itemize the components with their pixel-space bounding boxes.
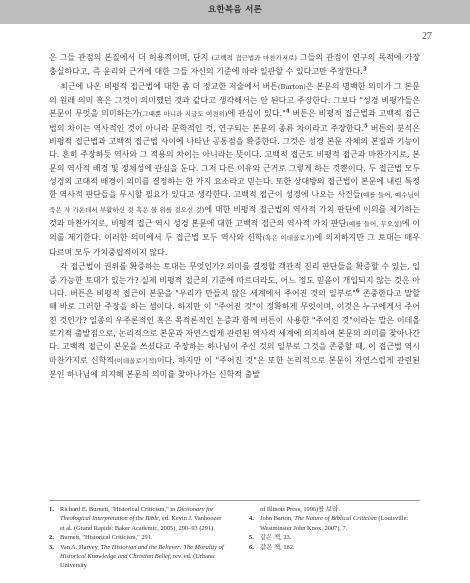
footnote-rule	[49, 500, 420, 501]
footnote-5: 5. 같은 책, 23.	[249, 534, 292, 542]
footnote-2: 2. Burnett, "Historical Criticism," 291.	[49, 534, 153, 542]
main-text	[49, 51, 420, 381]
footnote-ref-5[interactable]: 5	[364, 123, 368, 130]
footnotes-left-column	[49, 505, 227, 571]
paragraph-2: 최근에 나온 비평적 접근법에 대한 좀 더 정교한 저술에서 버튼(Burton)은 본문의 명백한 의미가 그 본문의 원래 의미 혹은 그것이 의미했던 것과 같다고 생각해서는 안 된다고 주장한다. 그보다 "성경 비평가들은 본문이 무엇을 의미하는가(그때뿐 아니라 지금도 여전히)에 관심이 있다."$^4$ 버튼은 비평적 접근법과 고백적 접근법의 차이는 역사적인 것이 아니라 문학적인 것, 연구되는 본문의 종류 차이라고 주장한다.$^5$ 버튼의 분석은 비평적 접근법과 고백적 접근법 사이에 나타난 공통점을 확증한다. 그것은 성경 본문 자체의 본질과 기능이다. 흔히 주장하듯 역사와 그 적용의 차이는 아니라는 뜻이다. 고백적 접근도 비평적 접근과 마찬가지로, 본문의 역사적 배경 및 정체성에 관심을 둔다. 그저 다른 이유와 근거로 그렇게 하는 것뿐이다. 두 접근법 모두 성경의 고대적 배경이 의미를 결정하는 한 가지 요소라고 믿는다. 또한 상대방의 접근법이 본문에 내린 특정한 역사적 판단들을 무시할 필요가 있다고 생각한다. 고백적 접근이 성경에 나오는 사건들(예를 들어, 예수님이 죽은 자 가운데서 부활하신 것 혹은 물 위를 걸으신 것)에 대한 비평적 접근법의 역사적 가치 판단에 이의를 제기하는 것과 마찬가지로, 비평적 접근 역시 성경 본문에 대한 고백적 접근의 역사적 가치 판단(예를 들어, 무오성)에 이의를 제기한다. 이러한 의미에서 두 접근법 모두 역사와 신학(혹은 이데올로기)에 의지하지만 그 토대는 매우 다르며 모두 가치중립적이지 않다.	[49, 81, 420, 257]
paragraph-3: 각 접근법이 권위를 확증하는 토대는 무엇인가? 의미를 결정할 객관적 진리 판단들을 확증할 수 있는, 입증 가능한 토대가 있는가? 실제 비평적 접근의 기준에 따르더라도, 어느 정도 믿음이 개입되지 않는 것은 아니다. 버튼은 비평적 접근이 본문을 "우리가 만들지 않은 세계에서 주어진 것의 일부로"$^6$ 존중한다고 말할 때 바로 그러한 주장을 하는 셈이다. 하지만 이 "주어진 것"이 정확하게 무엇이며, 이것은 누구에게서 주어진 것인가? 일종의 우주론적인 혹은 목적론적인 논증과 함께 버튼이 사용한 "주어진 것"이라는 말은 이데올로기적 출발점으로, 논리적으로 본문과 자연스럽게 관련된 역사적 세계에 의지하여 본문의 의미를 찾아나간다. 고백적 접근이 본문을 쓰셨다고 주장하는 하나님이 주신 것의 일부로 그것을 존중할 때, 이 접근법 역시 마찬가지로 신학적(이데올로기적)이다. 하지만 이 "주어진 것"은 또한 논리적으로 본문이 자연스럽게 관련된 분인 하나님에 의지해 본문의 의미를 찾아나가는 신학적 출발	[49, 262, 421, 379]
footnote-3-continued: of Illinois Press, 1996)를 보라.	[260, 506, 340, 513]
running-title: 요한복음 서론	[207, 5, 263, 15]
footnote-6: 6. 같은 책, 182.	[249, 543, 295, 551]
footnote-ref-6[interactable]: 6	[355, 288, 360, 295]
footnote-3: 3. Van A. Harvey, The Historian and the Believer: The Morality of Historical Knowledge and Christian Belief, rev. ed. (Urbana: University	[49, 543, 224, 570]
paragraph-1: 은 그들 관점의 본질에서 더 허용적이며, 단지 (고백적 접근법과 마찬가지로) 그들의 관점이 연구의 목적에 가장 충실하다고, 즉 윤리와 근거에 대한 그들 자신의 기준에 따라 일관할 수 있다고만 주장한다.$^3$	[49, 53, 420, 77]
footnote-4: 4. John Barton, The Nature of Biblical Criticism (Louisville: Westminster John Knox, 2007), 7.	[249, 515, 409, 532]
footnotes-right-column	[249, 505, 420, 552]
footnote-1: 1. Richard E. Burnett, "Historical Criticism," in Dictionary for Theological Interpretation of the Bible, ed. Kevin J. Vanhoozer et al. (Grand Rapids: Baker Academic, 2005), 290–93 (291).	[49, 506, 222, 532]
page-number: 27	[422, 31, 432, 42]
footnote-ref-3[interactable]: 3	[362, 66, 367, 73]
footnote-ref-4[interactable]: 4	[285, 108, 290, 115]
